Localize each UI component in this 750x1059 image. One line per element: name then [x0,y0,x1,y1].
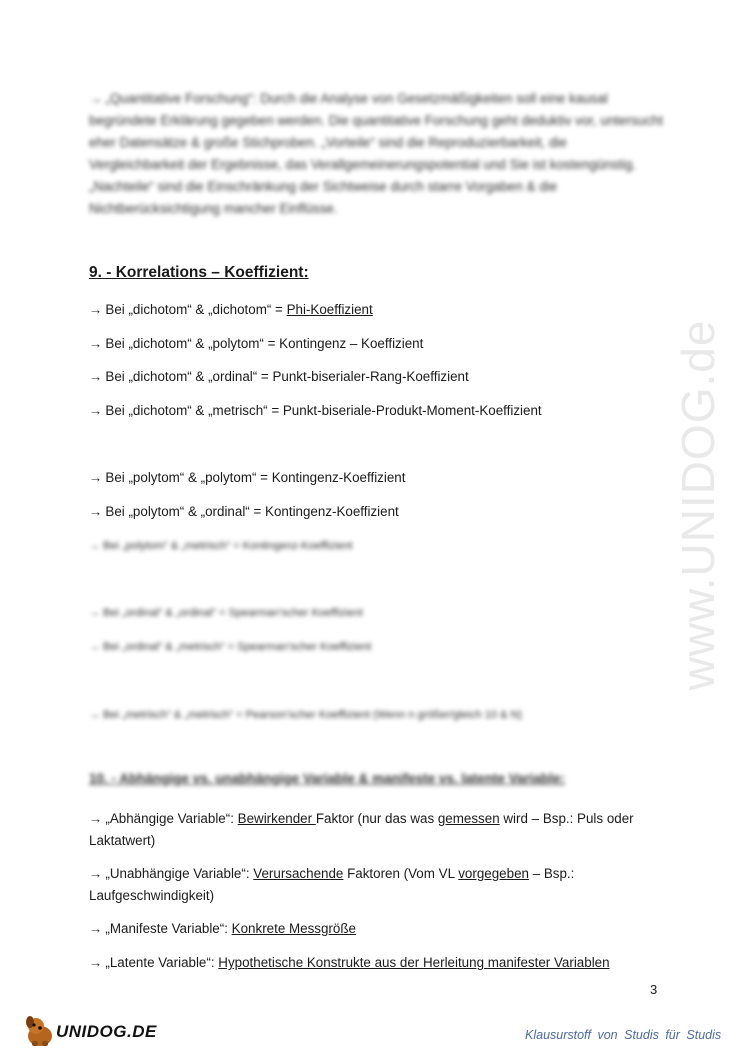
blurred-line: → Bei „polytom“ & „metrisch“ = Kontingenz-Koeffizient [89,540,353,552]
dog-mascot-icon [22,1014,58,1048]
section-10-heading: 10. - Abhängige vs. unabhängige Variable & manifeste vs. latente Variable: [89,771,565,786]
list-item: → „Manifeste Variable“: Konkrete Messgröße [89,921,356,936]
arrow-icon: → [89,369,103,384]
page-number: 3 [650,982,658,997]
watermark: www.UNIDOG.de [672,319,724,691]
logo [22,1014,162,1048]
list-item: → Bei „polytom“ & „ordinal“ = Kontingenz-Koeffizient [89,504,399,519]
list-item: → „Latente Variable“: Hypothetische Konstrukte aus der Herleitung manifester Variablen [89,955,610,970]
logo-text: UNIDOG.DE [56,1022,157,1041]
arrow-icon: → [89,709,100,721]
arrow-icon: → [89,470,103,485]
blurred-line: → Bei „ordinal“ & „metrisch“ = Spearman’scher Koeffizient [89,641,372,653]
arrow-icon: → [89,955,103,970]
arrow-icon: → [89,91,103,106]
list-item: → Bei „dichotom“ & „ordinal“ = Punkt-biserialer-Rang-Koeffizient [89,369,469,384]
list-item: → Bei „polytom“ & „polytom“ = Kontingenz-Koeffizient [89,470,406,485]
list-item: → „Unabhängige Variable“: Verursachende Faktoren (Vom VL vorgegeben – Bsp.: Laufgeschwindigkeit) [89,866,575,903]
arrow-icon: → [89,641,100,653]
arrow-icon: → [89,504,103,519]
arrow-icon: → [89,607,100,619]
footer-tagline: Klausurstoff von Studis für Studis [525,1028,722,1042]
arrow-icon: → [89,336,103,351]
blurred-line: → Bei „metrisch“ & „metrisch“ = Pearson’scher Koeffizient (Wenn n größer/gleich 10 & N) [89,709,523,721]
list-item: → Bei „dichotom“ & „polytom“ = Kontingenz – Koeffizient [89,336,424,351]
intro-text: „Quantitative Forschung“: Durch die Analyse von Gesetzmäßigkeiten soll eine kausal begründete Erklärung gegeben werden. Die quantitative Forschung geht deduktiv vor, untersucht eher Datensätze & große Stichproben. „Vorteile“ sind die Reproduzierbarkeit, die Vergleichbarkeit der Ergebnisse, das Verallgemeinerungspotential und Sie ist kostengünstig. „Nachteile“ sind die Einschränkung der Sichtweise durch starre Vorgaben & die Nichtberücksichtigung mancher Einflüsse. [89,91,663,216]
arrow-icon: → [89,302,103,317]
list-item: → „Abhängige Variable“: Bewirkender Faktor (nur das was gemessen wird – Bsp.: Puls oder Laktatwert) [89,811,634,848]
arrow-icon: → [89,403,103,418]
arrow-icon: → [89,811,103,826]
list-item: → Bei „dichotom“ & „metrisch“ = Punkt-biseriale-Produkt-Moment-Koeffizient [89,403,542,418]
arrow-icon: → [89,921,103,936]
arrow-icon: → [89,540,100,552]
intro-paragraph [89,88,664,220]
list-item: → Bei „dichotom“ & „dichotom“ = Phi-Koeffizient [89,302,373,317]
section-9-heading: 9. - Korrelations – Koeffizient: [89,264,309,281]
blurred-line: → Bei „ordinal“ & „ordinal“ = Spearman’scher Koeffizient [89,607,363,619]
arrow-icon: → [89,866,103,881]
